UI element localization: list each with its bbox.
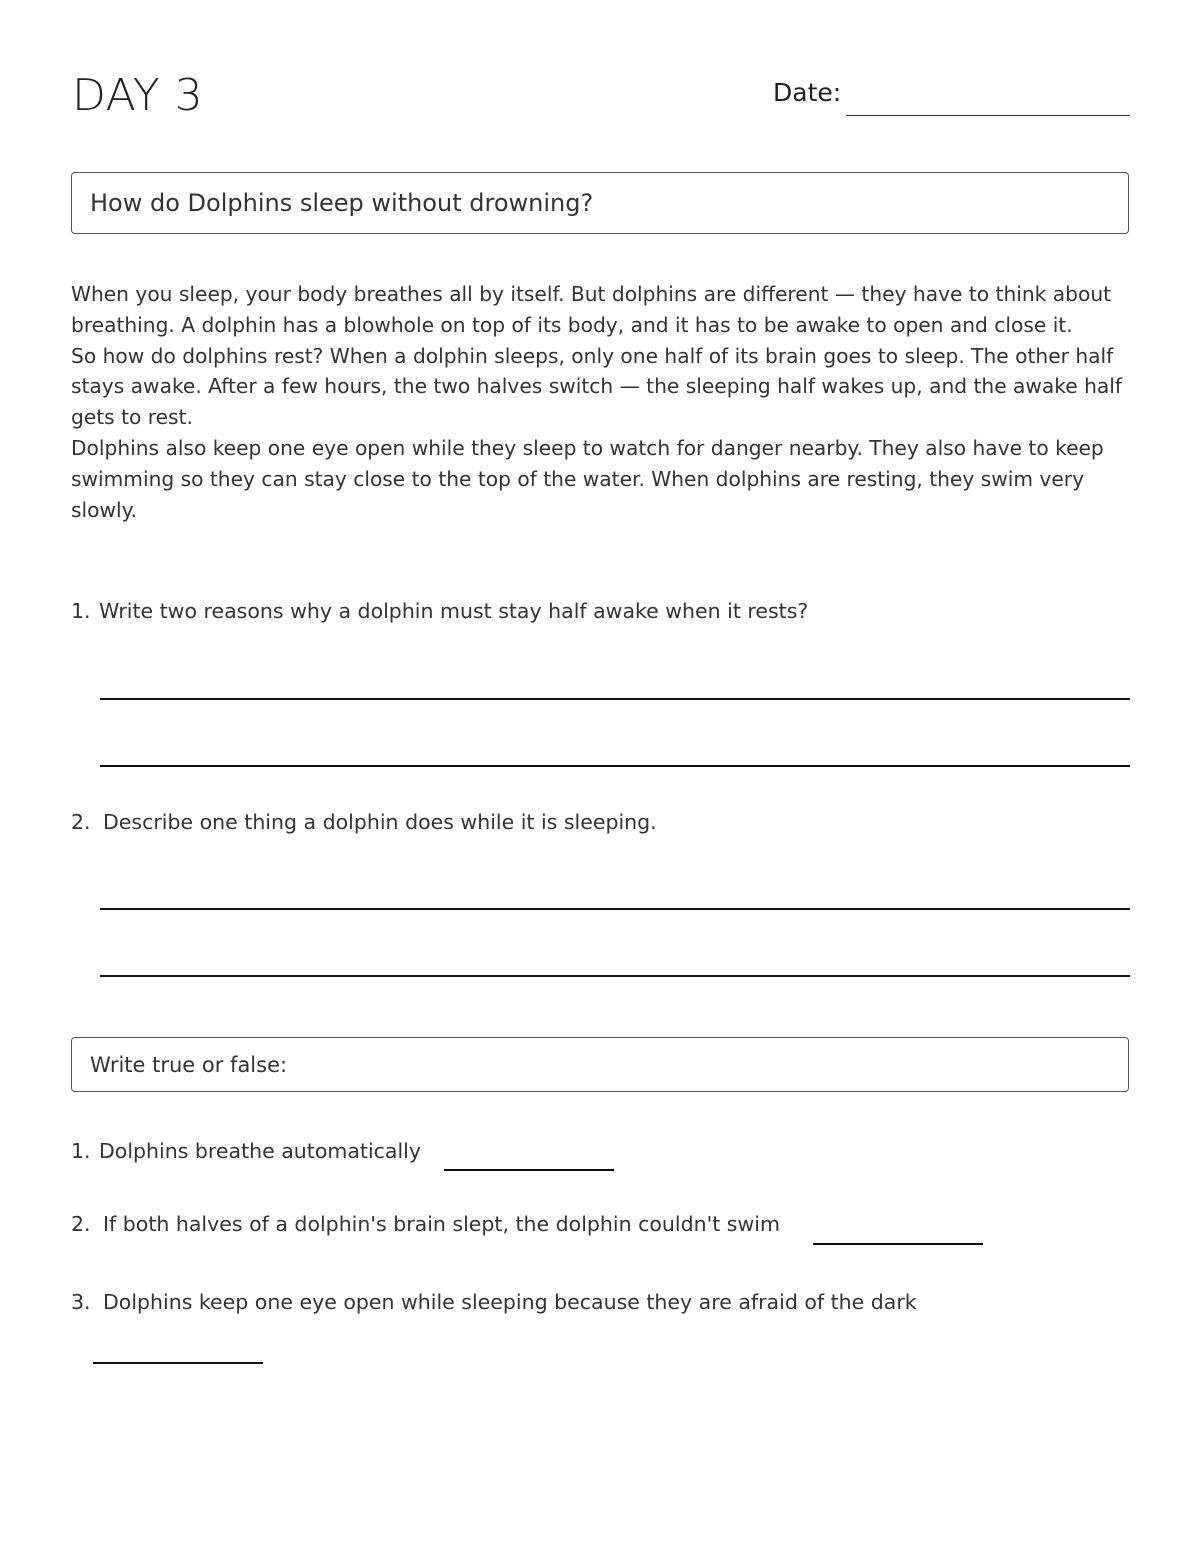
- item-number: 1.: [71, 1139, 91, 1163]
- true-false-blank[interactable]: [93, 1362, 263, 1364]
- true-false-item-1: [71, 1138, 421, 1165]
- page-title: DAY 3: [72, 70, 204, 121]
- question-number: 2.: [71, 810, 91, 834]
- question-number: 1.: [71, 599, 91, 623]
- date-label: Date:: [773, 78, 842, 107]
- true-false-heading-box: [71, 1037, 1129, 1092]
- passage-paragraph: When you sleep, your body breathes all by itself. But dolphins are different — they have to think about breathing. A dolphin has a blowhole on top of its body, and it has to be awake to open and close it.: [71, 282, 1112, 337]
- true-false-blank[interactable]: [813, 1243, 983, 1245]
- question-text: Write two reasons why a dolphin must stay half awake when it rests?: [99, 599, 809, 623]
- question-2: [71, 809, 657, 836]
- answer-line[interactable]: [100, 765, 1130, 767]
- topic-question: How do Dolphins sleep without drowning?: [90, 189, 594, 217]
- question-text: Describe one thing a dolphin does while it is sleeping.: [103, 810, 657, 834]
- answer-line[interactable]: [100, 698, 1130, 700]
- true-false-item-3: [71, 1289, 917, 1316]
- answer-line[interactable]: [100, 908, 1130, 910]
- item-text: Dolphins breathe automatically: [99, 1139, 421, 1163]
- question-1: [71, 598, 808, 625]
- true-false-heading: Write true or false:: [90, 1052, 288, 1077]
- item-text: If both halves of a dolphin's brain slept, the dolphin couldn't swim: [103, 1212, 780, 1236]
- item-number: 3.: [71, 1290, 91, 1314]
- topic-question-box: [71, 172, 1129, 234]
- item-number: 2.: [71, 1212, 91, 1236]
- true-false-blank[interactable]: [444, 1169, 614, 1171]
- passage-paragraph: Dolphins also keep one eye open while they sleep to watch for danger nearby. They also have to keep swimming so they can stay close to the top of the water. When dolphins are resting, they swim very slowly.: [71, 435, 1104, 522]
- passage-paragraph: So how do dolphins rest? When a dolphin sleeps, only one half of its brain goes to sleep. The other half stays awake. After a few hours, the two halves switch — the sleeping half wakes up, and the awake half gets to rest.: [71, 343, 1122, 430]
- reading-passage: [71, 279, 1131, 525]
- date-field[interactable]: [846, 115, 1130, 116]
- answer-line[interactable]: [100, 975, 1130, 977]
- item-text: Dolphins keep one eye open while sleeping because they are afraid of the dark: [103, 1290, 917, 1314]
- true-false-item-2: [71, 1211, 780, 1238]
